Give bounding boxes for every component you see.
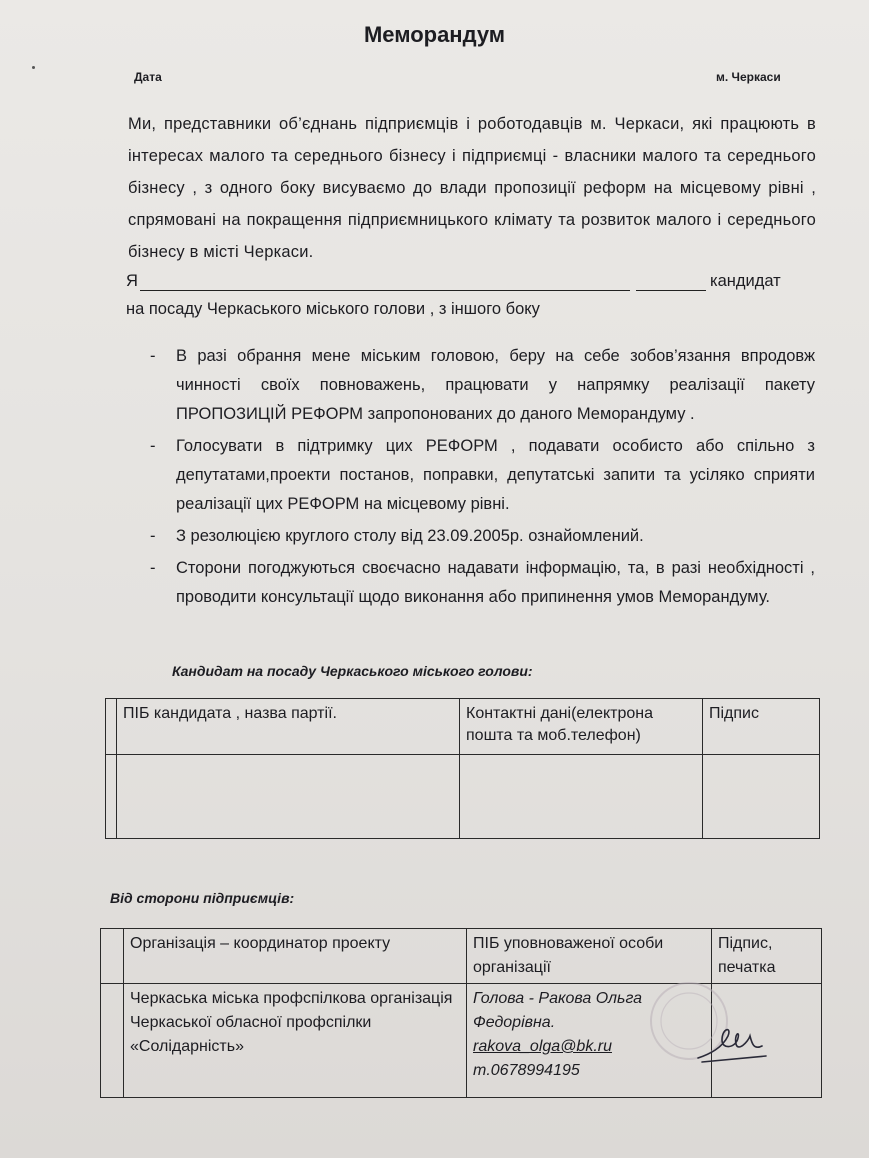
business-heading: Від сторони підприємців:	[110, 890, 295, 906]
table-gap-cell	[101, 929, 124, 984]
candidate-name-header: ПІБ кандидата , назва партії.	[117, 699, 460, 755]
city-label: м. Черкаси	[716, 70, 781, 84]
organization-header: Організація – координатор проекту	[124, 929, 467, 984]
authorized-person-header: ПІБ уповноваженої особи організації	[467, 929, 712, 984]
date-label: Дата	[134, 70, 162, 84]
candidate-heading: Кандидат на посаду Черкаського міського голови:	[172, 663, 533, 679]
candidate-word: кандидат	[710, 272, 781, 290]
person-email[interactable]: rakova_olga@bk.ru	[473, 1038, 612, 1055]
candidate-name-cell[interactable]	[117, 755, 460, 839]
intro-paragraph: Ми, представники об’єднань підприємців і роботодавців м. Черкаси, які працюють в інтересах малого та середнього бізнесу і підприємці - власники малого та середнього бізнесу , з одного боку висуваємо до влади пропозиції реформ на місцевому рівні , спрямовані на покращення підприємницького клімату та розвиток малого і середнього бізнесу в місті Черкаси.	[128, 115, 816, 261]
list-item: - Сторони погоджуються своєчасно надавати інформацію, та, в разі необхідності , проводити консультації щодо виконання або припинення умов Меморандуму.	[150, 559, 815, 606]
paper-speck	[32, 66, 35, 69]
organization-cell: Черкаська міська профспілкова організація Черкаської обласної профспілки «Солідарність»	[124, 984, 467, 1098]
candidate-contact-cell[interactable]	[460, 755, 703, 839]
person-phone: m.0678994195	[473, 1062, 580, 1079]
pronoun-i: Я	[126, 272, 138, 290]
document-title: Меморандум	[363, 22, 506, 47]
candidate-signature-header: Підпис	[703, 699, 820, 755]
handwritten-signature	[692, 1018, 772, 1068]
list-item: - В разі обрання мене міським головою, беру на себе зобов’язання впродовж чинності своїх повноважень, працювати у напрямку реалізації пакету ПРОПОЗИЦІЙ РЕФОРМ запропонованих до даного Меморандуму .	[150, 347, 815, 423]
table-gap-cell	[101, 984, 124, 1098]
candidate-party-blank	[636, 290, 706, 291]
signature-stamp-header: Підпис, печатка	[712, 929, 822, 984]
position-line: на посаду Черкаського міського голови , з іншого боку	[126, 300, 540, 318]
candidate-signature-cell[interactable]	[703, 755, 820, 839]
table-gap-cell	[106, 699, 117, 755]
list-item: - З резолюцією круглого столу від 23.09.2005р. ознайомлений.	[150, 527, 644, 545]
list-item: - Голосувати в підтримку цих РЕФОРМ , подавати особисто або спільно з депутатами,проекти постанов, поправки, депутатські запити та усіляко сприяти реалізації цих РЕФОРМ на місцевому рівні.	[150, 437, 815, 513]
table-gap-cell	[106, 755, 117, 839]
person-name: Голова - Ракова Ольга Федорівна.	[473, 990, 643, 1031]
candidate-table	[105, 698, 820, 839]
candidate-name-blank	[140, 290, 630, 291]
obligations-list	[150, 342, 815, 615]
candidate-contact-header: Контактні дані(електрона пошта та моб.телефон)	[460, 699, 703, 755]
